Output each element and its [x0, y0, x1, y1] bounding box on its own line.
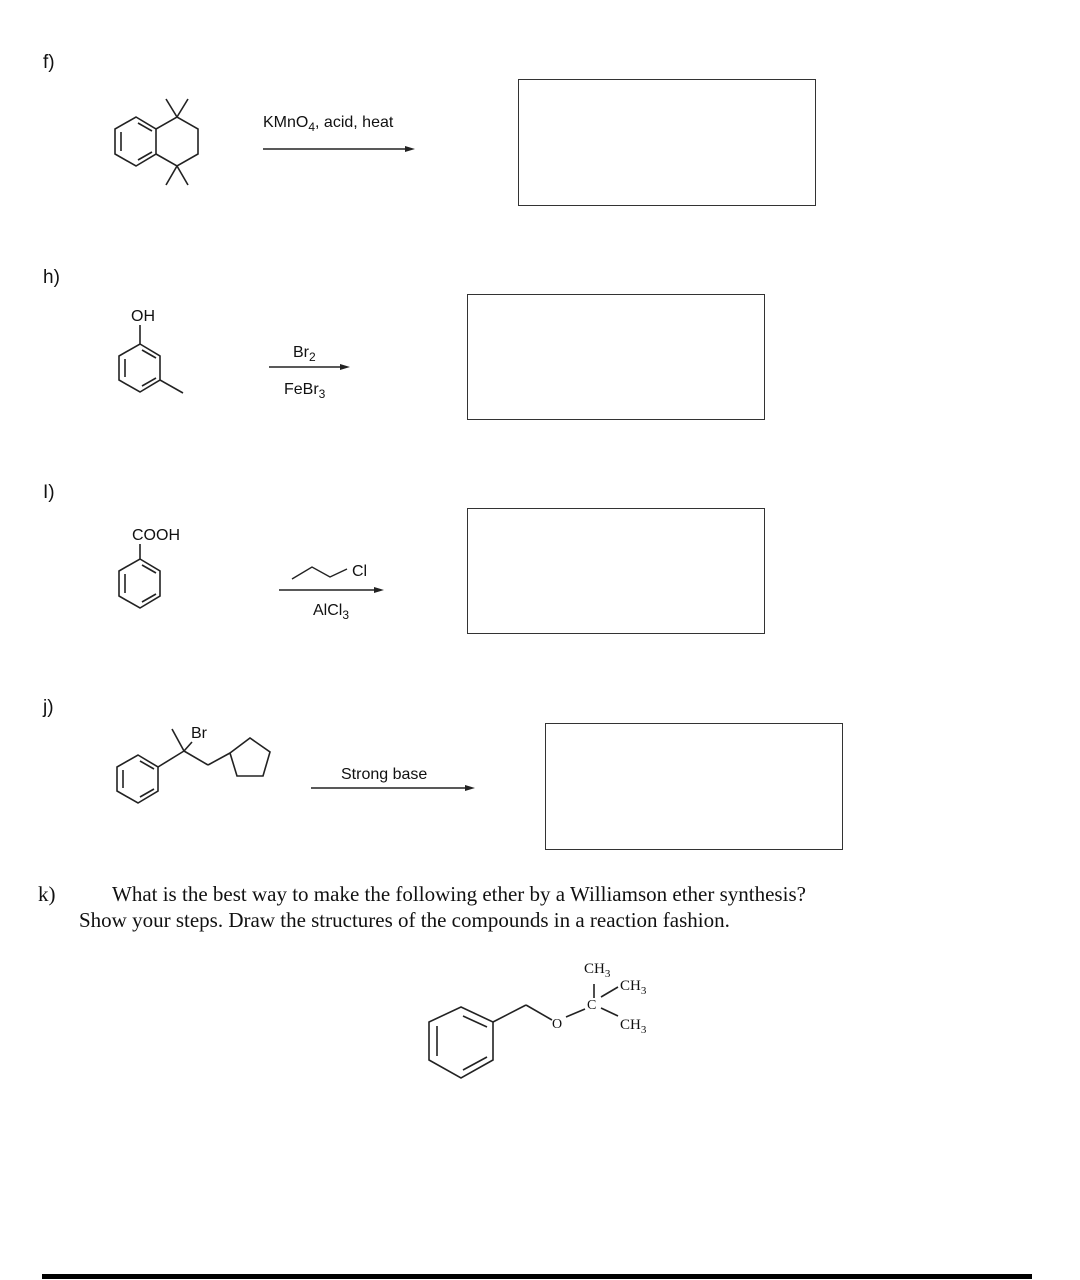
problem-k-ether-structure [415, 950, 675, 1085]
problem-h-oh-label: OH [131, 308, 155, 325]
problem-f-answer-box[interactable] [518, 79, 816, 206]
problem-k-ch3-bottom: $CH_3$ [620, 1017, 647, 1036]
problem-l-reagent-bottom: AlCl$_3$ [313, 602, 350, 620]
problem-j-arrow [305, 760, 485, 800]
problem-l-arrow [272, 555, 392, 620]
problem-h-reagent-top: $Br_2$ [293, 344, 316, 364]
problem-h-label: h) [43, 267, 60, 288]
problem-l-cooh-label: COOH [132, 527, 180, 544]
problem-k-question-line2: Show your steps. Draw the structures of the compounds in a reaction fashion. [79, 908, 730, 932]
problem-k-label: k) [38, 882, 56, 906]
problem-f-reagent: KMnO$_4$, acid, heat [263, 114, 394, 134]
problem-k-carbon: C [587, 998, 597, 1013]
problem-f-structure [100, 90, 230, 205]
problem-l-answer-box[interactable] [467, 508, 765, 634]
problem-k-ch3-top: $CH_3$ [584, 961, 611, 980]
problem-l-reagent-top: Cl [352, 563, 368, 580]
problem-j-label: j) [43, 697, 54, 718]
problem-k-oxygen: O [552, 1017, 563, 1032]
problem-f-label: f) [43, 52, 55, 73]
problem-f-arrow [255, 108, 430, 158]
problem-h-arrow [262, 340, 362, 402]
problem-h-answer-box[interactable] [467, 294, 765, 420]
problem-k-question-line1: What is the best way to make the following ether by a Williamson ether synthesis? [112, 882, 806, 906]
problem-j-reagent: Strong base [341, 766, 428, 783]
problem-k-ch3-right: $CH_3$ [620, 978, 647, 997]
problem-j-answer-box[interactable] [545, 723, 843, 850]
bottom-rule [42, 1274, 1032, 1279]
problem-j-br-label: Br [191, 725, 207, 742]
problem-l-label: I) [43, 482, 55, 503]
problem-j-structure [100, 715, 280, 810]
problem-h-structure [100, 300, 200, 405]
problem-l-structure [100, 520, 200, 615]
problem-h-reagent-bottom: FeBr$_3$ [284, 381, 326, 401]
